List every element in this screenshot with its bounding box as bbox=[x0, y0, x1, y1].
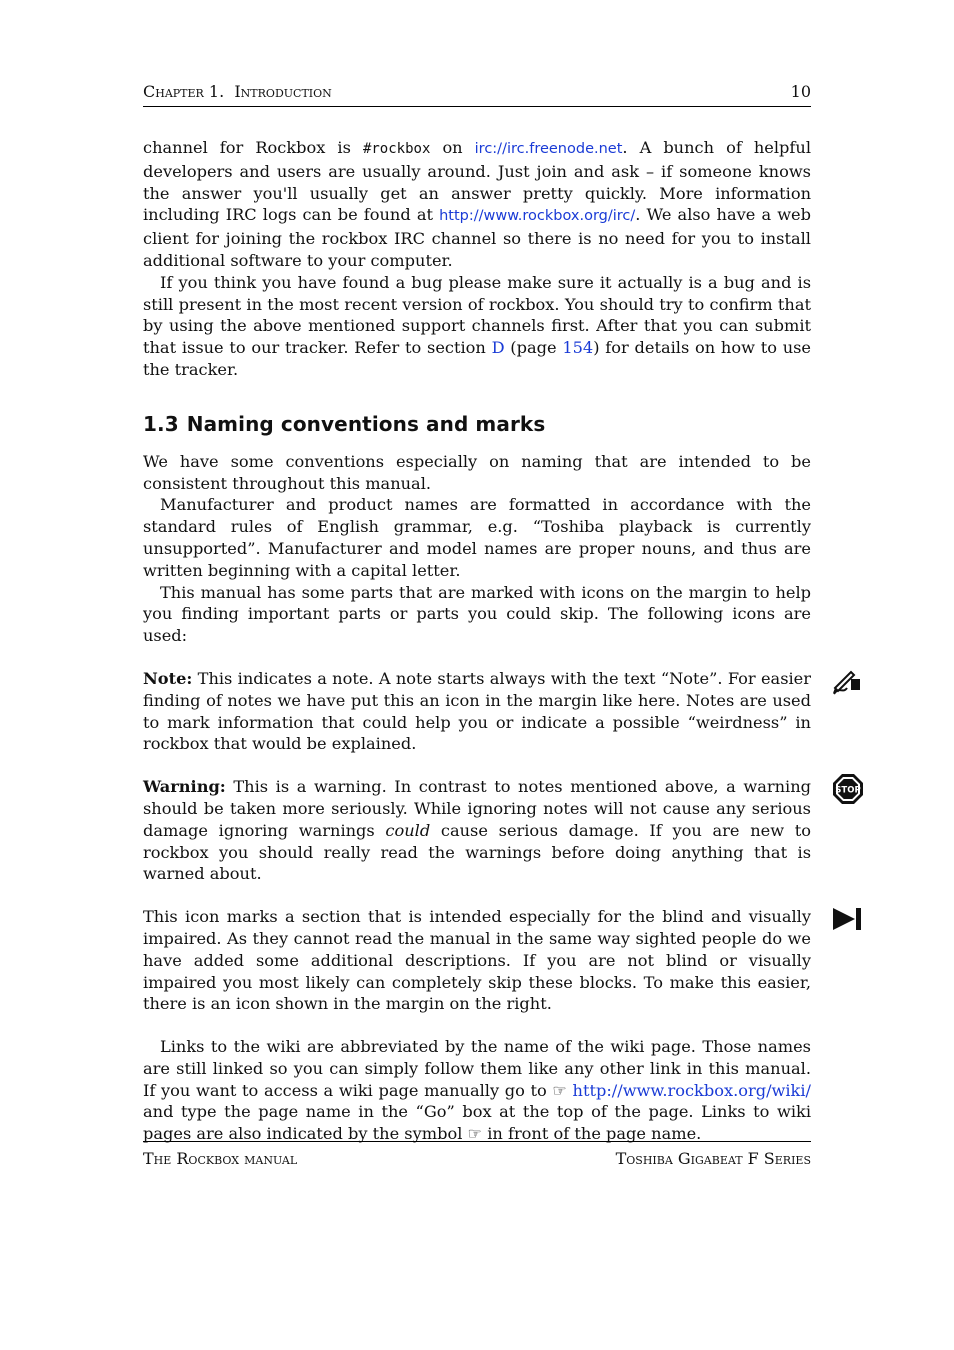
blind-block bbox=[143, 906, 811, 1015]
paragraph-bug-report: If you think you have found a bug please make sure it actually is a bug and is still present in the most recent version of rockbox. You should try to confirm that by using the above mentioned support channels first. After that you can submit that issue to our tracker. Refer to section D (page 154) for details on how to use the tracker. bbox=[143, 272, 812, 379]
irc-logs-link[interactable]: http://www.rockbox.org/irc/ bbox=[439, 208, 636, 225]
svg-text:STOP: STOP bbox=[835, 785, 861, 796]
page-content bbox=[143, 137, 861, 1145]
section-number: 1.3 bbox=[143, 411, 179, 436]
footer-manual-title: The Rockbox manual bbox=[143, 1149, 298, 1168]
paragraph-wiki-links: Links to the wiki are abbreviated by the name of the wiki page. Those names are still linked so you can simply follow them like any other link in this manual. If you want to access a wiki page manually go to ☞ http://www.rockbox.org/wiki/ and type the page name in the “Go” box at the top of the page. Links to wiki pages are also indicated by the symbol ☞ in front of the page name. bbox=[143, 1037, 811, 1144]
paragraph-conventions-intro: We have some conventions especially on naming that are intended to be consistent throughout this manual. bbox=[143, 451, 811, 493]
section-title: Naming conventions and marks bbox=[186, 411, 546, 436]
wiki-symbol-icon: ☞ bbox=[552, 1080, 567, 1100]
page-header bbox=[143, 82, 811, 107]
skip-forward-icon bbox=[831, 902, 865, 936]
warning-label: Warning: bbox=[143, 777, 226, 797]
pen-writing-icon bbox=[831, 664, 865, 698]
note-label: Note: bbox=[143, 668, 193, 688]
note-text: This indicates a note. A note starts always with the text “Note”. For easier finding of notes we have put this an icon in the margin like here. Notes are used to mark information that could help you or indicate a possible “weirdness” in rockbox that would be explained. bbox=[143, 668, 811, 754]
page-154-link[interactable]: 154 bbox=[562, 338, 594, 358]
stop-sign-icon bbox=[831, 772, 865, 806]
irc-server-link[interactable]: irc://irc.freenode.net bbox=[474, 141, 623, 157]
paragraph-manufacturer-names: Manufacturer and product names are formatted in accordance with the standard rules of English grammar, e.g. “Toshiba playback is currently unsupported”. Manufacturer and model names are proper nouns, and thus are written beginning with a capital letter. bbox=[143, 495, 811, 580]
section-heading bbox=[143, 411, 811, 437]
page-footer bbox=[143, 1141, 811, 1168]
wiki-symbol-icon: ☞ bbox=[467, 1124, 483, 1144]
warning-block: Warning: This is a warning. In contrast to notes mentioned above, a warning should be taken more seriously. While ignoring notes will not cause any serious damage ignoring warnings could cause serious damage. If you are new to rockbox you should really read the warnings before doing anything that is warned about. STOP bbox=[143, 776, 811, 885]
section-d-link[interactable]: D bbox=[491, 338, 505, 358]
irc-channel-name: #rockbox bbox=[362, 141, 431, 157]
footer-device-name: Toshiba Gigabeat F Series bbox=[615, 1149, 811, 1168]
paragraph-icons-intro: This manual has some parts that are marked with icons on the margin to help you finding important parts or parts you could skip. The following icons are used: bbox=[143, 582, 811, 646]
wiki-link[interactable]: http://www.rockbox.org/wiki/ bbox=[572, 1080, 811, 1100]
blind-text: This icon marks a section that is intended especially for the blind and visually impaired. As they cannot read the manual in the same way sighted people do we have added some additional descriptions. If you are not blind or visually impaired you most likely can completely skip these blocks. To make this easier, there is an icon shown in the margin on the right. bbox=[143, 907, 811, 1014]
running-header-chapter: Chapter 1. Introduction bbox=[143, 82, 332, 101]
page-number: 10 bbox=[790, 82, 811, 101]
note-block bbox=[143, 668, 811, 755]
warning-emphasis: could bbox=[385, 820, 431, 840]
paragraph-irc: channel for Rockbox is #rockbox on irc://irc.freenode.net. A bunch of helpful developers and users are usually around. Just join and ask – if someone knows the answer you'll usually get an answer pretty quickly. More information including IRC logs can be found at http://www.rockbox.org/irc/. We also have a web client for joining the rockbox IRC channel so there is no need for you to install additional software to your computer. bbox=[143, 138, 812, 270]
